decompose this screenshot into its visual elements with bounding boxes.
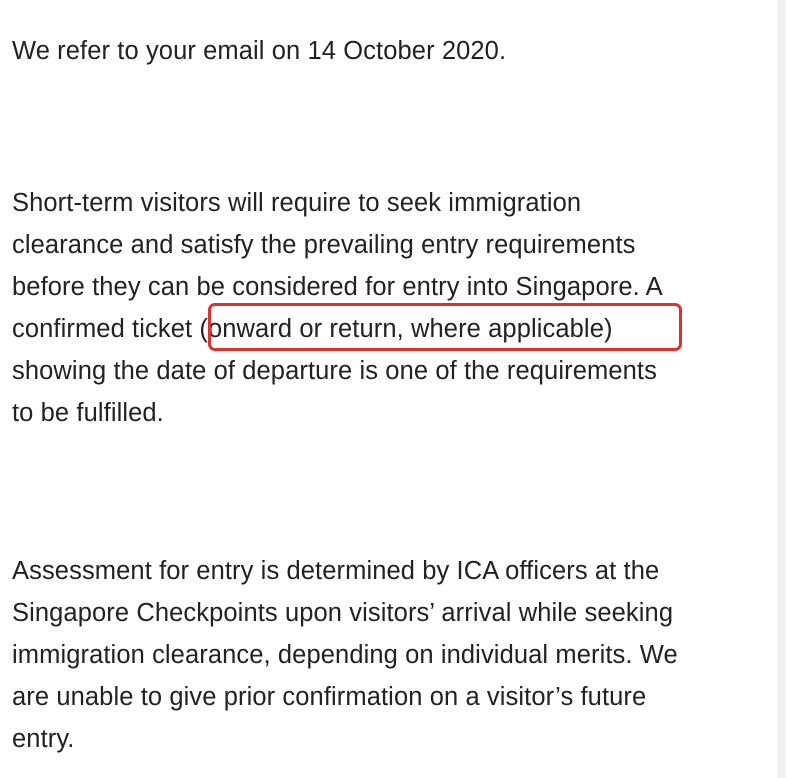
text-line: clearance and satisfy the prevailing entry requirements: [12, 231, 636, 259]
text-line: showing the date of departure is one of the requirements: [12, 357, 657, 385]
text-line: are unable to give prior confirmation on a visitor’s future: [12, 683, 647, 711]
highlight-annotation-box: [208, 303, 682, 351]
paragraph-reference: [12, 30, 767, 72]
text-line: entry.: [12, 725, 75, 753]
text-line: We refer to your email on 14 October 2020.: [12, 37, 507, 65]
text-line: to be fulfilled.: [12, 399, 164, 427]
scrollbar-track[interactable]: [777, 0, 786, 778]
text-line: Short-term visitors will require to seek immigration: [12, 189, 582, 217]
email-body: [12, 30, 767, 760]
paragraph-assessment: [12, 550, 767, 760]
text-line: before they can be considered for entry into Singapore. A: [12, 273, 663, 301]
text-line-with-highlight: confirmed ticket (onward or return, where applicable): [12, 315, 613, 343]
text-line: Assessment for entry is determined by ICA officers at the: [12, 557, 660, 585]
text-line: Singapore Checkpoints upon visitors’ arrival while seeking: [12, 599, 674, 627]
text-line: immigration clearance, depending on individual merits. We: [12, 641, 678, 669]
